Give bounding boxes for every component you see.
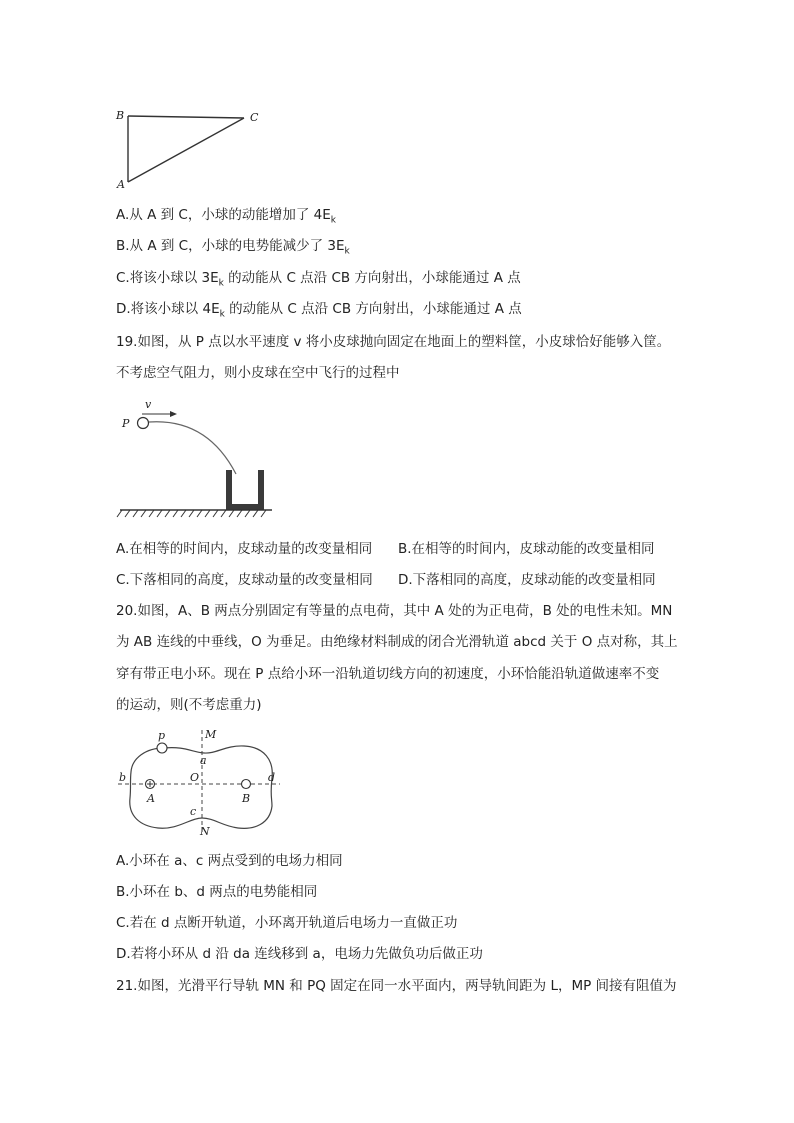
triangle-figure bbox=[110, 104, 270, 194]
q19-stem-line2: 不考虑空气阻力，则小皮球在空中飞行的过程中 bbox=[116, 365, 400, 381]
label-c: c bbox=[190, 805, 197, 818]
q20-option-c: C.若在 d 点断开轨道，小环离开轨道后电场力一直做正功 bbox=[116, 915, 458, 931]
label-C: C bbox=[250, 111, 259, 124]
label-B: B bbox=[116, 109, 125, 122]
q20-stem-line1: 20.如图，A、B 两点分别固定有等量的点电荷，其中 A 处的为正电荷，B 处的电性未知。MN bbox=[116, 603, 673, 619]
q18-option-d: D.将该小球以 $4E_k$ 的动能从 C 点沿 CB 方向射出，小球能通过 A 点 bbox=[116, 301, 522, 320]
label-M: M bbox=[205, 728, 217, 741]
label-b: b bbox=[119, 771, 127, 784]
label-A: A bbox=[147, 792, 155, 805]
q19-stem-line1: 19.如图，从 P 点以水平速度 v 将小皮球抛向固定在地面上的塑料筐，小皮球恰好能够入筐。 bbox=[116, 334, 671, 350]
q19-option-a: A.在相等的时间内，皮球动量的改变量相同 bbox=[116, 541, 373, 557]
q20-stem-line4: 的运动，则(不考虑重力) bbox=[116, 697, 262, 713]
q19-option-b: B.在相等的时间内，皮球动能的改变量相同 bbox=[398, 541, 655, 557]
q18-option-b: B.从 A 到 C，小球的电势能减少了 $3E_k$ bbox=[116, 238, 350, 257]
q19-option-c: C.下落相同的高度，皮球动量的改变量相同 bbox=[116, 572, 373, 588]
q20-option-d: D.若将小环从 d 沿 da 连线移到 a，电场力先做负功后做正功 bbox=[116, 946, 483, 962]
label-a: a bbox=[200, 754, 207, 767]
label-B: B bbox=[242, 792, 251, 805]
label-p: p bbox=[158, 729, 166, 742]
label-N: N bbox=[200, 825, 210, 838]
q20-stem-line3: 穿有带正电小环。现在 P 点给小环一沿轨道切线方向的初速度，小环恰能沿轨道做速率不变 bbox=[116, 666, 660, 682]
q20-stem-line2: 为 AB 连线的中垂线，O 为垂足。由绝缘材料制成的闭合光滑轨道 abcd 关于 O 点对称，其上 bbox=[116, 634, 678, 650]
label-P: P bbox=[122, 417, 130, 430]
q18-option-a: A.从 A 到 C，小球的动能增加了 $4E_k$ bbox=[116, 207, 336, 226]
label-A: A bbox=[117, 178, 125, 191]
projectile-figure bbox=[112, 394, 282, 524]
q21-stem-line1: 21.如图，光滑平行导轨 MN 和 PQ 固定在同一水平面内，两导轨间距为 L，MP 间接有阻值为 bbox=[116, 978, 677, 994]
label-v: v bbox=[145, 398, 152, 411]
label-d: d bbox=[268, 771, 276, 784]
label-O: O bbox=[190, 771, 200, 784]
q20-option-a: A.小环在 a、c 两点受到的电场力相同 bbox=[116, 853, 343, 869]
track-figure bbox=[114, 726, 284, 838]
q18-option-c: C.将该小球以 $3E_k$ 的动能从 C 点沿 CB 方向射出，小球能通过 A 点 bbox=[116, 270, 521, 289]
q20-option-b: B.小环在 b、d 两点的电势能相同 bbox=[116, 884, 318, 900]
q19-option-d: D.下落相同的高度，皮球动能的改变量相同 bbox=[398, 572, 656, 588]
